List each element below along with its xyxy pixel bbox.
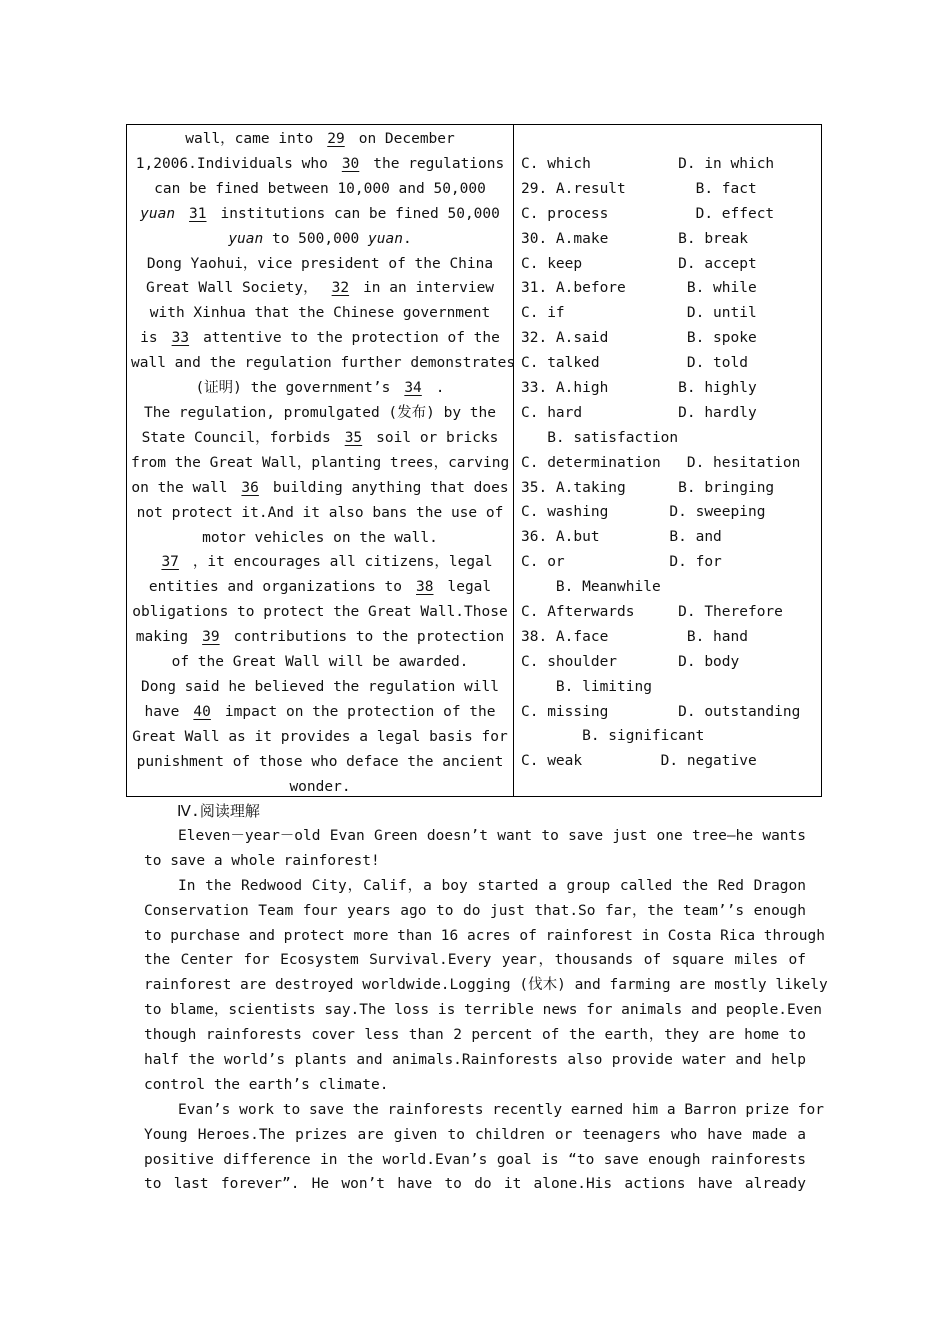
option-line: C. Afterwards D. Therefore: [521, 604, 783, 621]
passage-text: contributions to the protection: [233, 629, 505, 646]
passage-line: [131, 700, 509, 725]
passage-line: [131, 550, 509, 575]
option-line: B. Meanwhile: [521, 579, 661, 596]
passage-text: impact on the protection of the: [224, 703, 496, 720]
reading-line: In the Redwood City，Calif，a boy started a group called the Red Dragon: [178, 877, 806, 894]
passage-line: [131, 252, 509, 277]
blank-number: 38: [416, 579, 434, 596]
passage-line: [131, 426, 509, 451]
passage-text: can be fined between 10,000 and 50,000: [154, 180, 486, 197]
blank-number: 34: [404, 380, 422, 397]
option-line: B. satisfaction: [521, 429, 679, 446]
passage-text: ，it encourages all citizens，legal: [192, 554, 493, 571]
passage-line: [131, 227, 509, 252]
option-line: C. weak D. negative: [521, 753, 757, 770]
passage-text: .: [402, 230, 412, 247]
reading-line: Young Heroes.The prizes are given to children or teenagers who have made a: [144, 1126, 806, 1143]
option-line: C. hard D. hardly: [521, 404, 757, 421]
passage-line: [131, 127, 509, 152]
option-line: C. process D. effect: [521, 205, 775, 222]
passage-text: punishment of those who deface the ancient: [136, 753, 504, 770]
passage-text: soil or bricks: [376, 429, 499, 446]
passage-line: [131, 650, 509, 675]
passage-text: from the Great Wall，planting trees，carving: [131, 454, 510, 471]
option-line: C. which D. in which: [521, 156, 775, 172]
cloze-table: [126, 124, 822, 797]
option-line: 33. A.high B. highly: [521, 380, 757, 397]
passage-line: [131, 351, 516, 376]
passage-line: [131, 276, 509, 301]
currency-word: yuan: [368, 230, 403, 247]
passage-line: [131, 451, 509, 476]
passage-text: motor vehicles on the wall.: [202, 529, 438, 546]
reading-line: positive difference in the world.Evan’s goal is “to save enough rainforests: [144, 1151, 806, 1168]
option-line: C. washing D. sweeping: [521, 504, 766, 521]
passage-text: legal: [447, 579, 492, 596]
blank-number: 40: [193, 703, 211, 720]
passage-text: of the Great Wall will be awarded.: [171, 654, 469, 671]
passage-text: (证明) the government’s: [195, 380, 391, 397]
passage-line: [131, 301, 509, 326]
passage-line: [131, 376, 509, 401]
passage-text: not protect it.And it also bans the use of: [136, 504, 504, 521]
passage-text: The regulation, promulgated (发布) by the: [143, 404, 496, 421]
passage-text: Great Wall as it provides a legal basis for: [132, 728, 508, 745]
passage-text: making: [135, 629, 189, 646]
cloze-options-column: [521, 152, 817, 774]
passage-text: on the wall: [131, 479, 228, 496]
passage-line: [131, 600, 509, 625]
option-line: C. if D. until: [521, 305, 757, 322]
passage-line: [131, 725, 509, 750]
option-line: 32. A.said B. spoke: [521, 330, 757, 347]
reading-line: control the earth’s climate.: [144, 1076, 389, 1093]
reading-line: Evan’s work to save the rainforests recently earned him a Barron prize for: [178, 1101, 825, 1118]
passage-text: with Xinhua that the Chinese government: [149, 305, 491, 322]
reading-line: half the world’s plants and animals.Rainforests also provide water and help: [144, 1052, 806, 1069]
blank-number: 31: [189, 205, 207, 222]
option-line: 30. A.make B. break: [521, 230, 748, 247]
option-line: 31. A.before B. while: [521, 280, 757, 297]
blank-number: 37: [161, 554, 179, 571]
reading-line: Conservation Team four years ago to do just that.So far，the team’’s enough: [144, 902, 806, 919]
blank-number: 33: [171, 330, 190, 347]
blank-number: 36: [241, 479, 259, 496]
passage-line: [131, 501, 509, 526]
passage-text: Dong said he believed the regulation will: [141, 678, 499, 695]
passage-line: [131, 750, 509, 775]
passage-line: [131, 775, 509, 800]
passage-line: [131, 476, 509, 501]
passage-text: have: [144, 703, 180, 720]
passage-line: [131, 401, 509, 426]
reading-line: rainforest are destroyed worldwide.Logging (伐木) and farming are mostly likely: [144, 977, 828, 994]
passage-line: [131, 526, 509, 551]
blank-number: 39: [202, 629, 220, 646]
passage-text: building anything that does: [272, 479, 509, 496]
passage-text: Great Wall Society，: [145, 280, 318, 297]
passage-line: [131, 575, 509, 600]
option-line: 38. A.face B. hand: [521, 628, 748, 645]
blank-number: 32: [331, 280, 350, 297]
reading-line: to blame，scientists say.The loss is terrible news for animals and people.Even: [144, 1002, 822, 1019]
passage-text: attentive to the protection of the: [203, 330, 500, 347]
passage-text: 1,2006.Individuals who: [135, 155, 328, 172]
option-line: 29. A.result B. fact: [521, 180, 757, 197]
passage-line: [131, 675, 509, 700]
reading-line: to save a whole rainforest!: [144, 852, 380, 869]
passage-line: [131, 152, 509, 177]
reading-line: to purchase and protect more than 16 acres of rainforest in Costa Rica through: [144, 927, 825, 944]
option-line: C. keep D. accept: [521, 255, 757, 272]
passage-text: .: [435, 380, 445, 397]
option-line: 35. A.taking B. bringing: [521, 479, 775, 496]
option-line: B. limiting: [521, 678, 652, 695]
reading-line: though rainforests cover less than 2 percent of the earth，they are home to: [144, 1027, 806, 1044]
passage-text: the regulations: [373, 155, 505, 172]
blank-number: 29: [327, 131, 345, 147]
column-divider: [513, 125, 514, 796]
option-line: C. talked D. told: [521, 355, 748, 372]
passage-text: on December: [358, 131, 455, 147]
option-line: C. or D. for: [521, 554, 722, 571]
passage-text: institutions can be fined 50,000: [220, 205, 500, 222]
option-line: C. shoulder D. body: [521, 653, 740, 670]
option-line: C. determination D. hesitation: [521, 454, 801, 471]
reading-line: to last forever”. He won’t have to do it alone.His actions have already: [144, 1176, 806, 1193]
reading-passage: [144, 824, 828, 1197]
passage-text: entities and organizations to: [148, 579, 403, 596]
passage-text: is: [140, 330, 158, 347]
option-line: 36. A.but B. and: [521, 529, 722, 546]
passage-text: obligations to protect the Great Wall.Those: [132, 604, 508, 621]
section-title: Ⅳ.阅读理解: [177, 802, 260, 820]
option-line: C. missing D. outstanding: [521, 703, 801, 720]
blank-number: 35: [344, 429, 363, 446]
passage-line: [131, 202, 509, 227]
passage-text: to 500,000: [263, 230, 369, 247]
passage-text: Dong Yaohui，vice president of the China: [146, 255, 494, 272]
passage-text: wall and the regulation further demonstrates: [131, 355, 516, 372]
option-line: B. significant: [521, 728, 705, 745]
cloze-passage-column: [131, 127, 516, 799]
currency-word: yuan: [140, 205, 176, 222]
reading-line: Eleven－year－old Evan Green doesn’t want to save just one tree—he wants: [178, 828, 806, 844]
blank-number: 30: [341, 155, 360, 172]
currency-word: yuan: [228, 230, 264, 247]
reading-line: the Center for Ecosystem Survival.Every year，thousands of square miles of: [144, 952, 806, 969]
passage-text: in an interview: [363, 280, 495, 297]
passage-line: [131, 326, 509, 351]
passage-text: wall，came into: [185, 131, 314, 147]
passage-line: [131, 625, 509, 650]
passage-text: State Council，forbids: [141, 429, 331, 446]
passage-line: [131, 177, 509, 202]
passage-text: wonder.: [289, 778, 351, 795]
